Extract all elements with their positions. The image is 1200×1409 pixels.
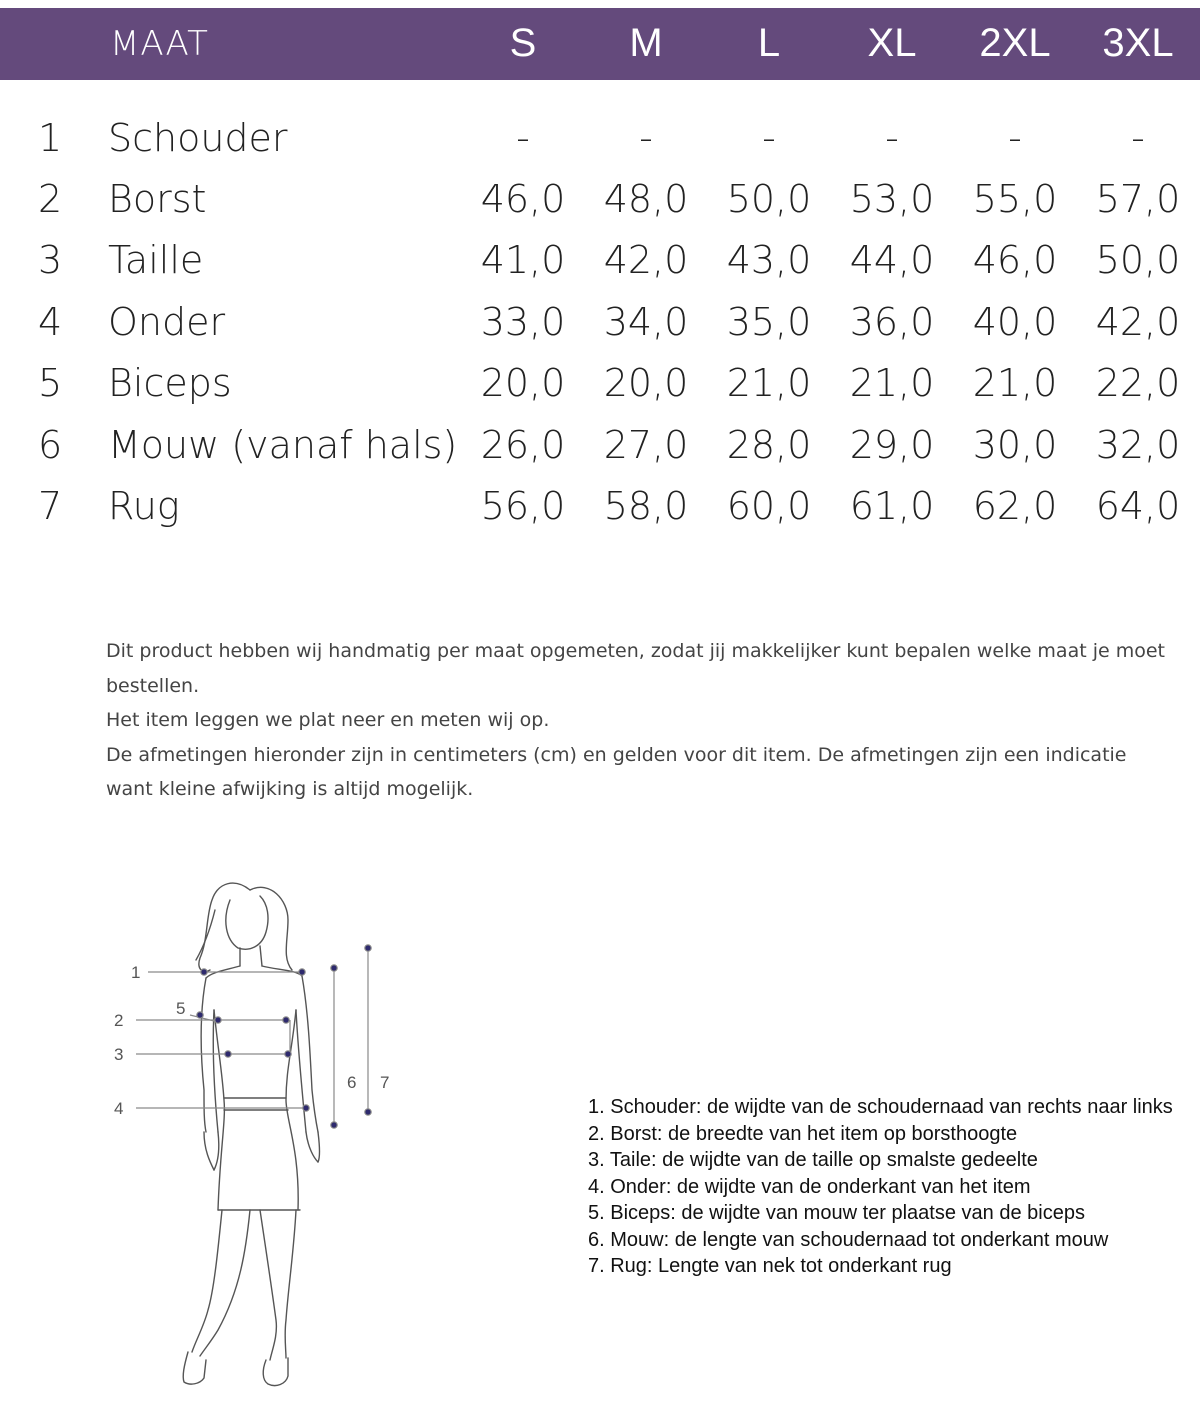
cell-value: 44,0 [849,238,935,282]
figure-marker-6: 6 [347,1073,357,1092]
table-row [0,108,1200,168]
size-heading-l: L [757,21,781,65]
cell-value: 53,0 [849,177,935,221]
intro-paragraph-1: Dit product hebben wij handmatig per maat opgemeten, zodat jij makkelijker kunt bepalen welke maat je moet bestellen. [106,640,1165,697]
size-heading-m: M [629,21,663,65]
cell-value: 20,0 [480,361,566,405]
row-number: 3 [38,238,63,282]
cell-value: 60,0 [726,484,812,528]
cell-value: - [1008,116,1022,160]
legend-item: 4. Onder: de wijdte van de onderkant van het item [588,1175,1031,1198]
row-number: 1 [38,116,63,160]
row-number: 5 [38,361,63,405]
row-number: 7 [38,484,63,528]
size-heading-s: S [509,21,537,65]
legend-item: 6. Mouw: de lengte van schoudernaad tot onderkant mouw [588,1228,1109,1251]
cell-value: 22,0 [1095,361,1181,405]
row-number: 6 [38,423,63,467]
cell-value: 50,0 [1095,238,1181,282]
size-heading-xl: XL [867,21,917,65]
figure-marker-1: 1 [131,963,141,982]
cell-value: - [1131,116,1145,160]
cell-value: 21,0 [849,361,935,405]
cell-value: 28,0 [726,423,812,467]
size-header-bar [0,8,1200,80]
cell-value: 61,0 [849,484,935,528]
cell-value: 58,0 [603,484,689,528]
row-label: Borst [108,177,207,221]
cell-value: 21,0 [726,361,812,405]
cell-value: 42,0 [603,238,689,282]
table-row [0,476,1200,536]
row-label: Mouw (vanaf hals) [108,423,458,467]
measurement-legend [588,1094,1188,1280]
cell-value: 33,0 [480,300,566,344]
cell-value: - [885,116,899,160]
woman-figure-illustration [100,870,420,1400]
figure-marker-2: 2 [114,1011,124,1030]
cell-value: 46,0 [480,177,566,221]
table-row [0,353,1200,413]
figure-marker-7: 7 [380,1073,390,1092]
cell-value: - [516,116,530,160]
cell-value: - [762,116,776,160]
cell-value: 27,0 [603,423,689,467]
cell-value: 55,0 [972,177,1058,221]
cell-value: 43,0 [726,238,812,282]
row-label: Rug [108,484,180,528]
measurement-intro [106,634,1166,807]
figure-marker-3: 3 [114,1045,124,1064]
intro-paragraph-2: Het item leggen we plat neer en meten wij op. [106,709,550,731]
maat-heading: MAAT [110,24,209,64]
row-label: Schouder [108,116,288,160]
cell-value: 42,0 [1095,300,1181,344]
table-row [0,169,1200,229]
size-heading-2xl: 2XL [979,21,1051,65]
cell-value: 56,0 [480,484,566,528]
cell-value: 30,0 [972,423,1058,467]
legend-item: 7. Rug: Lengte van nek tot onderkant rug [588,1255,952,1277]
size-heading-3xl: 3XL [1102,21,1174,65]
legend-item: 3. Taile: de wijdte van de taille op smalste gedeelte [588,1149,1038,1171]
cell-value: 21,0 [972,361,1058,405]
row-label: Biceps [108,361,232,405]
cell-value: 57,0 [1095,177,1181,221]
cell-value: 36,0 [849,300,935,344]
legend-item: 1. Schouder: de wijdte van de schoudernaad van rechts naar links [588,1096,1173,1118]
cell-value: 34,0 [603,300,689,344]
row-number: 2 [38,177,63,221]
cell-value: 64,0 [1095,484,1181,528]
table-row [0,415,1200,475]
cell-value: 46,0 [972,238,1058,282]
figure-marker-4: 4 [114,1099,124,1118]
cell-value: 40,0 [972,300,1058,344]
cell-value: 29,0 [849,423,935,467]
legend-item: 5. Biceps: de wijdte van mouw ter plaatse van de biceps [588,1202,1085,1224]
legend-item: 2. Borst: de breedte van het item op borsthoogte [588,1122,1018,1145]
row-label: Taille [108,238,204,282]
cell-value: 32,0 [1095,423,1181,467]
cell-value: 35,0 [726,300,812,344]
table-row [0,230,1200,290]
cell-value: 20,0 [603,361,689,405]
cell-value: 26,0 [480,423,566,467]
figure-marker-5: 5 [176,999,186,1018]
cell-value: - [639,116,653,160]
intro-paragraph-3: De afmetingen hieronder zijn in centimeters (cm) en gelden voor dit item. De afmetingen zijn een indicatie want kleine afwijking is altijd mogelijk. [106,743,1127,800]
measurement-figure [100,870,420,1400]
cell-value: 62,0 [972,484,1058,528]
cell-value: 48,0 [603,177,689,221]
table-row [0,292,1200,352]
row-label: Onder [108,300,226,344]
cell-value: 41,0 [480,238,566,282]
cell-value: 50,0 [726,177,812,221]
row-number: 4 [38,300,63,344]
